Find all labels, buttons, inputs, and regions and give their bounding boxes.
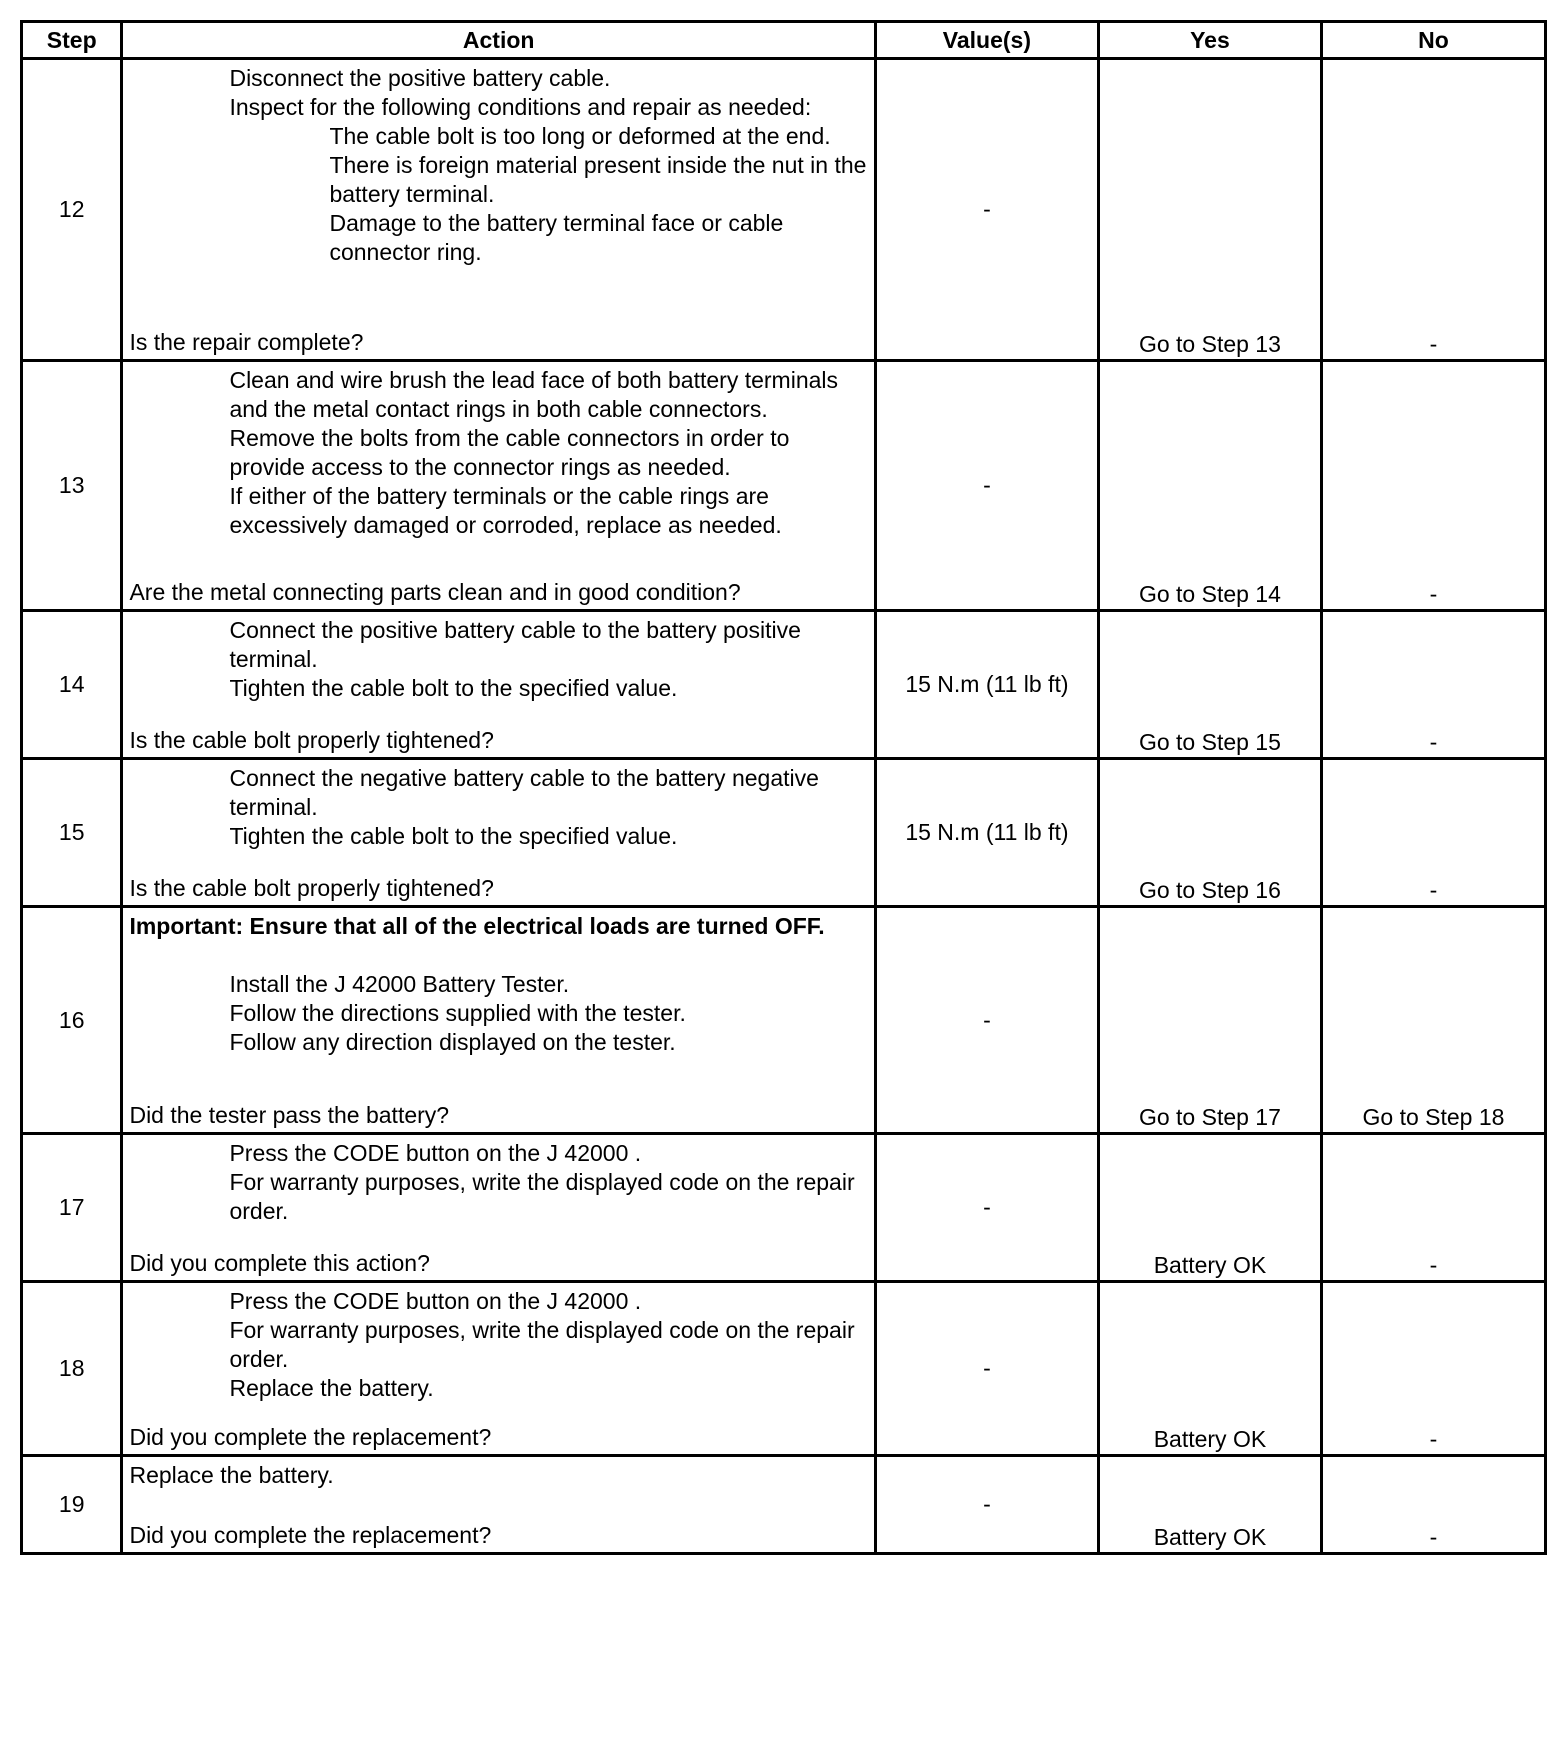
action-cell: [122, 1134, 875, 1282]
action-question: Are the metal connecting parts clean and in good condition?: [129, 579, 741, 605]
step-number: 14: [22, 611, 122, 759]
action-line: Follow the directions supplied with the tester.: [229, 1000, 686, 1026]
step-number: 17: [22, 1134, 122, 1282]
action-line: Follow any direction displayed on the tester.: [229, 1029, 676, 1055]
step-number: 19: [22, 1456, 122, 1554]
action-line: Press the CODE button on the J 42000 .: [229, 1288, 642, 1314]
action-subline: There is foreign material present inside the nut in the battery terminal.: [329, 152, 867, 207]
no-cell: -: [1321, 59, 1545, 361]
no-cell: -: [1321, 361, 1545, 611]
step-number: 16: [22, 907, 122, 1134]
action-question: Is the cable bolt properly tightened?: [129, 875, 494, 901]
table-row: [22, 361, 1546, 611]
action-line: Press the CODE button on the J 42000 .: [229, 1140, 642, 1166]
action-line: For warranty purposes, write the displayed code on the repair order.: [229, 1317, 855, 1372]
action-cell: [122, 1282, 875, 1456]
action-question: Is the repair complete?: [129, 329, 364, 355]
action-line: Tighten the cable bolt to the specified value.: [229, 675, 678, 701]
no-cell: -: [1321, 1282, 1545, 1456]
action-cell: [122, 611, 875, 759]
yes-cell: Battery OK: [1098, 1134, 1321, 1282]
action-question: Is the cable bolt properly tightened?: [129, 727, 494, 753]
important-note: Important: Ensure that all of the electrical loads are turned OFF.: [129, 913, 825, 939]
step-number: 15: [22, 759, 122, 907]
value-cell: -: [875, 1456, 1098, 1554]
action-cell: [122, 361, 875, 611]
no-cell: Go to Step 18: [1321, 907, 1545, 1134]
action-question: Did you complete the replacement?: [129, 1522, 492, 1548]
action-question: Did you complete this action?: [129, 1250, 430, 1276]
yes-cell: Battery OK: [1098, 1456, 1321, 1554]
value-cell: -: [875, 361, 1098, 611]
value-cell: 15 N.m (11 lb ft): [875, 611, 1098, 759]
header-action: Action: [122, 22, 875, 59]
action-line: Replace the battery.: [229, 1375, 434, 1401]
header-row: [22, 22, 1546, 59]
action-line: If either of the battery terminals or the cable rings are excessively damaged or corroded, replace as needed.: [229, 483, 782, 538]
action-line: Connect the negative battery cable to the battery negative terminal.: [229, 765, 819, 820]
table-row: [22, 759, 1546, 907]
step-number: 12: [22, 59, 122, 361]
action-line: Replace the battery.: [129, 1462, 334, 1488]
action-line: For warranty purposes, write the displayed code on the repair order.: [229, 1169, 855, 1224]
table-row: [22, 1134, 1546, 1282]
action-question: Did you complete the replacement?: [129, 1424, 492, 1450]
header-values: Value(s): [875, 22, 1098, 59]
action-subline: The cable bolt is too long or deformed at the end.: [329, 123, 831, 149]
action-line: Connect the positive battery cable to the battery positive terminal.: [229, 617, 801, 672]
header-step: Step: [22, 22, 122, 59]
action-cell: [122, 1456, 875, 1554]
action-line: Clean and wire brush the lead face of both battery terminals and the metal contact rings in both cable connectors.: [229, 367, 839, 422]
action-cell: [122, 759, 875, 907]
table-row: [22, 1456, 1546, 1554]
header-yes: Yes: [1098, 22, 1321, 59]
yes-cell: Go to Step 14: [1098, 361, 1321, 611]
action-line: Install the J 42000 Battery Tester.: [229, 971, 570, 997]
action-cell: [122, 907, 875, 1134]
value-cell: -: [875, 1134, 1098, 1282]
value-cell: 15 N.m (11 lb ft): [875, 759, 1098, 907]
no-cell: -: [1321, 1134, 1545, 1282]
yes-cell: Go to Step 16: [1098, 759, 1321, 907]
action-line: Tighten the cable bolt to the specified value.: [229, 823, 678, 849]
no-cell: -: [1321, 759, 1545, 907]
action-line: Inspect for the following conditions and repair as needed:: [229, 94, 812, 120]
step-number: 18: [22, 1282, 122, 1456]
yes-cell: Go to Step 17: [1098, 907, 1321, 1134]
yes-cell: Go to Step 15: [1098, 611, 1321, 759]
table-row: [22, 611, 1546, 759]
no-cell: -: [1321, 1456, 1545, 1554]
action-subline: Damage to the battery terminal face or cable connector ring.: [329, 210, 784, 265]
action-cell: [122, 59, 875, 361]
table-row: [22, 59, 1546, 361]
value-cell: -: [875, 59, 1098, 361]
yes-cell: Go to Step 13: [1098, 59, 1321, 361]
table-row: [22, 907, 1546, 1134]
yes-cell: Battery OK: [1098, 1282, 1321, 1456]
action-line: Disconnect the positive battery cable.: [229, 65, 611, 91]
value-cell: -: [875, 1282, 1098, 1456]
diagnostic-table: [20, 20, 1547, 1555]
step-number: 13: [22, 361, 122, 611]
header-no: No: [1321, 22, 1545, 59]
table-row: [22, 1282, 1546, 1456]
action-question: Did the tester pass the battery?: [129, 1102, 450, 1128]
action-line: Remove the bolts from the cable connectors in order to provide access to the connector rings as needed.: [229, 425, 790, 480]
value-cell: -: [875, 907, 1098, 1134]
no-cell: -: [1321, 611, 1545, 759]
